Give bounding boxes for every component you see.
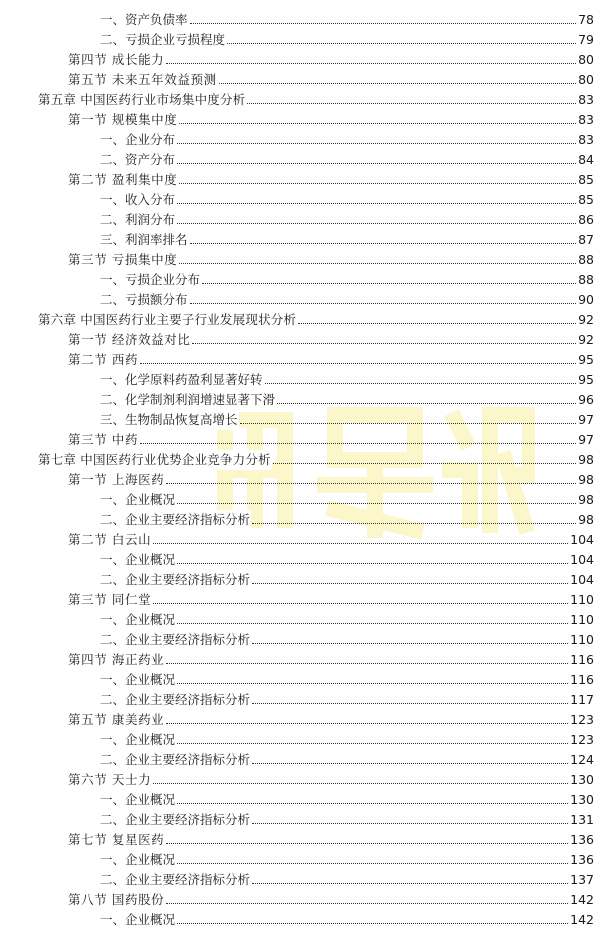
toc-entry-title: 三、生物制品恢复高增长	[100, 410, 239, 430]
toc-item-entry[interactable]	[0, 510, 610, 530]
dot-leader	[252, 703, 576, 704]
dot-leader	[166, 843, 576, 844]
dot-leader	[177, 143, 576, 144]
toc-section-entry[interactable]	[0, 110, 610, 130]
toc-entry-title: 第四节 海正药业	[68, 650, 165, 670]
toc-entry-title: 一、企业概况	[100, 910, 176, 930]
toc-entry-page-number: 95	[577, 370, 594, 390]
toc-entry-title: 第三节 同仁堂	[68, 590, 152, 610]
toc-entry-page-number: 79	[577, 30, 594, 50]
toc-section-entry[interactable]	[0, 650, 610, 670]
dot-leader	[166, 663, 576, 664]
dot-leader	[240, 423, 576, 424]
toc-section-entry[interactable]	[0, 470, 610, 490]
dot-leader	[219, 83, 576, 84]
toc-entry-page-number: 83	[577, 90, 594, 110]
toc-entry-page-number: 116	[569, 650, 594, 670]
toc-entry-title: 二、资产分布	[100, 150, 176, 170]
dot-leader	[177, 163, 576, 164]
toc-entry-title: 第六章 中国医药行业主要子行业发展现状分析	[38, 310, 297, 330]
toc-chapter-entry[interactable]	[0, 450, 610, 470]
toc-item-entry[interactable]	[0, 290, 610, 310]
dot-leader	[202, 283, 576, 284]
toc-entry-page-number: 80	[577, 70, 594, 90]
toc-entry-page-number: 98	[577, 450, 594, 470]
toc-entry-title: 第三节 中药	[68, 430, 139, 450]
dot-leader	[252, 763, 576, 764]
toc-entry-page-number: 137	[569, 870, 594, 890]
toc-entry-title: 二、企业主要经济指标分析	[100, 810, 251, 830]
dot-leader	[177, 203, 576, 204]
toc-section-entry[interactable]	[0, 50, 610, 70]
toc-item-entry[interactable]	[0, 850, 610, 870]
toc-item-entry[interactable]	[0, 610, 610, 630]
toc-entry-page-number: 142	[569, 890, 594, 910]
toc-entry-title: 第一节 规模集中度	[68, 110, 178, 130]
dot-leader	[252, 583, 576, 584]
toc-entry-title: 第四节 成长能力	[68, 50, 165, 70]
toc-entry-page-number: 123	[569, 710, 594, 730]
toc-entry-page-number: 98	[577, 490, 594, 510]
dot-leader	[247, 103, 576, 104]
toc-entry-title: 第一节 经济效益对比	[68, 330, 191, 350]
toc-entry-title: 一、企业概况	[100, 610, 176, 630]
dot-leader	[277, 403, 576, 404]
toc-entry-page-number: 85	[577, 170, 594, 190]
toc-entry-title: 二、亏损额分布	[100, 290, 189, 310]
toc-section-entry[interactable]	[0, 170, 610, 190]
toc-entry-title: 一、资产负债率	[100, 10, 189, 30]
toc-entry-title: 第五节 未来五年效益预测	[68, 70, 218, 90]
dot-leader	[177, 623, 576, 624]
toc-section-entry[interactable]	[0, 710, 610, 730]
dot-leader	[298, 323, 576, 324]
toc-entry-page-number: 142	[569, 910, 594, 930]
toc-entry-title: 一、化学原料药盈利显著好转	[100, 370, 264, 390]
toc-entry-page-number: 83	[577, 130, 594, 150]
toc-entry-page-number: 136	[569, 830, 594, 850]
toc-section-entry[interactable]	[0, 330, 610, 350]
dot-leader	[177, 223, 576, 224]
toc-item-entry[interactable]	[0, 130, 610, 150]
toc-section-entry[interactable]	[0, 70, 610, 90]
toc-entry-page-number: 98	[577, 470, 594, 490]
dot-leader	[153, 543, 576, 544]
toc-section-entry[interactable]	[0, 590, 610, 610]
toc-entry-page-number: 84	[577, 150, 594, 170]
dot-leader	[190, 243, 576, 244]
toc-entry-page-number: 104	[569, 530, 594, 550]
toc-entry-page-number: 124	[569, 750, 594, 770]
toc-section-entry[interactable]	[0, 530, 610, 550]
toc-section-entry[interactable]	[0, 250, 610, 270]
toc-item-entry[interactable]	[0, 910, 610, 930]
toc-entry-page-number: 123	[569, 730, 594, 750]
dot-leader	[177, 863, 576, 864]
toc-section-entry[interactable]	[0, 890, 610, 910]
toc-entry-page-number: 92	[577, 310, 594, 330]
toc-entry-page-number: 110	[569, 610, 594, 630]
toc-entry-title: 二、企业主要经济指标分析	[100, 510, 251, 530]
toc-entry-page-number: 104	[569, 570, 594, 590]
toc-item-entry[interactable]	[0, 730, 610, 750]
dot-leader	[190, 303, 576, 304]
toc-entry-title: 二、企业主要经济指标分析	[100, 630, 251, 650]
toc-item-entry[interactable]	[0, 690, 610, 710]
toc-entry-title: 二、亏损企业亏损程度	[100, 30, 226, 50]
toc-entry-title: 一、企业概况	[100, 670, 176, 690]
toc-item-entry[interactable]	[0, 870, 610, 890]
toc-entry-page-number: 87	[577, 230, 594, 250]
toc-entry-page-number: 116	[569, 670, 594, 690]
toc-entry-title: 一、企业概况	[100, 550, 176, 570]
toc-entry-title: 二、化学制剂利润增速显著下滑	[100, 390, 276, 410]
toc-entry-title: 二、企业主要经济指标分析	[100, 750, 251, 770]
toc-entry-title: 二、利润分布	[100, 210, 176, 230]
toc-entry-page-number: 90	[577, 290, 594, 310]
toc-item-entry[interactable]	[0, 790, 610, 810]
dot-leader	[265, 383, 576, 384]
toc-entry-title: 第二节 盈利集中度	[68, 170, 178, 190]
toc-entry-page-number: 92	[577, 330, 594, 350]
toc-entry-title: 第五节 康美药业	[68, 710, 165, 730]
toc-entry-title: 二、企业主要经济指标分析	[100, 570, 251, 590]
toc-item-entry[interactable]	[0, 570, 610, 590]
toc-entry-page-number: 85	[577, 190, 594, 210]
toc-item-entry[interactable]	[0, 670, 610, 690]
toc-entry-page-number: 110	[569, 630, 594, 650]
toc-entry-page-number: 136	[569, 850, 594, 870]
toc-item-entry[interactable]	[0, 210, 610, 230]
dot-leader	[177, 683, 576, 684]
dot-leader	[166, 903, 576, 904]
toc-entry-page-number: 88	[577, 270, 594, 290]
toc-entry-title: 三、利润率排名	[100, 230, 189, 250]
toc-entry-title: 二、企业主要经济指标分析	[100, 870, 251, 890]
toc-entry-page-number: 80	[577, 50, 594, 70]
toc-item-entry[interactable]	[0, 550, 610, 570]
dot-leader	[177, 803, 576, 804]
toc-entry-title: 一、企业概况	[100, 850, 176, 870]
toc-entry-page-number: 130	[569, 790, 594, 810]
toc-entry-page-number: 78	[577, 10, 594, 30]
dot-leader	[166, 483, 576, 484]
toc-item-entry[interactable]	[0, 370, 610, 390]
toc-section-entry[interactable]	[0, 350, 610, 370]
dot-leader	[252, 883, 576, 884]
toc-entry-title: 第五章 中国医药行业市场集中度分析	[38, 90, 246, 110]
toc-entry-page-number: 110	[569, 590, 594, 610]
toc-section-entry[interactable]	[0, 830, 610, 850]
toc-entry-title: 第六节 天士力	[68, 770, 152, 790]
toc-section-entry[interactable]	[0, 430, 610, 450]
toc-entry-title: 第七节 复星医药	[68, 830, 165, 850]
dot-leader	[166, 723, 576, 724]
toc-entry-title: 一、亏损企业分布	[100, 270, 201, 290]
toc-entry-page-number: 104	[569, 550, 594, 570]
toc-entry-page-number: 83	[577, 110, 594, 130]
dot-leader	[177, 743, 576, 744]
dot-leader	[179, 263, 576, 264]
toc-entry-page-number: 95	[577, 350, 594, 370]
toc-entry-page-number: 98	[577, 510, 594, 530]
toc-item-entry[interactable]	[0, 750, 610, 770]
toc-item-entry[interactable]	[0, 190, 610, 210]
toc-item-entry[interactable]	[0, 410, 610, 430]
toc-entry-title: 第八节 国药股份	[68, 890, 165, 910]
toc-entry-title: 一、收入分布	[100, 190, 176, 210]
dot-leader	[192, 343, 576, 344]
toc-entry-page-number: 130	[569, 770, 594, 790]
dot-leader	[153, 603, 576, 604]
dot-leader	[177, 503, 576, 504]
toc-item-entry[interactable]	[0, 10, 610, 30]
dot-leader	[179, 123, 576, 124]
dot-leader	[273, 463, 576, 464]
dot-leader	[177, 923, 576, 924]
toc-chapter-entry[interactable]	[0, 90, 610, 110]
dot-leader	[140, 363, 576, 364]
toc-item-entry[interactable]	[0, 390, 610, 410]
toc-item-entry[interactable]	[0, 490, 610, 510]
dot-leader	[190, 23, 576, 24]
dot-leader	[179, 183, 576, 184]
toc-entry-title: 一、企业概况	[100, 490, 176, 510]
dot-leader	[140, 443, 576, 444]
toc-entry-title: 第一节 上海医药	[68, 470, 165, 490]
toc-item-entry[interactable]	[0, 270, 610, 290]
toc-entry-title: 二、企业主要经济指标分析	[100, 690, 251, 710]
toc-entry-title: 第二节 白云山	[68, 530, 152, 550]
toc-item-entry[interactable]	[0, 30, 610, 50]
toc-entry-title: 第七章 中国医药行业优势企业竞争力分析	[38, 450, 272, 470]
dot-leader	[166, 63, 576, 64]
toc-entry-page-number: 131	[569, 810, 594, 830]
toc-entry-page-number: 117	[569, 690, 594, 710]
toc-entry-title: 第三节 亏损集中度	[68, 250, 178, 270]
toc-item-entry[interactable]	[0, 810, 610, 830]
toc-entry-page-number: 97	[577, 430, 594, 450]
toc-item-entry[interactable]	[0, 150, 610, 170]
dot-leader	[227, 43, 576, 44]
toc-item-entry[interactable]	[0, 630, 610, 650]
dot-leader	[252, 523, 576, 524]
toc-entry-page-number: 96	[577, 390, 594, 410]
dot-leader	[252, 643, 576, 644]
toc-entry-title: 一、企业概况	[100, 790, 176, 810]
dot-leader	[252, 823, 576, 824]
table-of-contents	[0, 10, 610, 930]
dot-leader	[153, 783, 576, 784]
toc-entry-page-number: 86	[577, 210, 594, 230]
toc-entry-page-number: 88	[577, 250, 594, 270]
toc-entry-title: 第二节 西药	[68, 350, 139, 370]
toc-section-entry[interactable]	[0, 770, 610, 790]
toc-item-entry[interactable]	[0, 230, 610, 250]
toc-entry-title: 一、企业概况	[100, 730, 176, 750]
toc-entry-title: 一、企业分布	[100, 130, 176, 150]
toc-chapter-entry[interactable]	[0, 310, 610, 330]
toc-entry-page-number: 97	[577, 410, 594, 430]
dot-leader	[177, 563, 576, 564]
